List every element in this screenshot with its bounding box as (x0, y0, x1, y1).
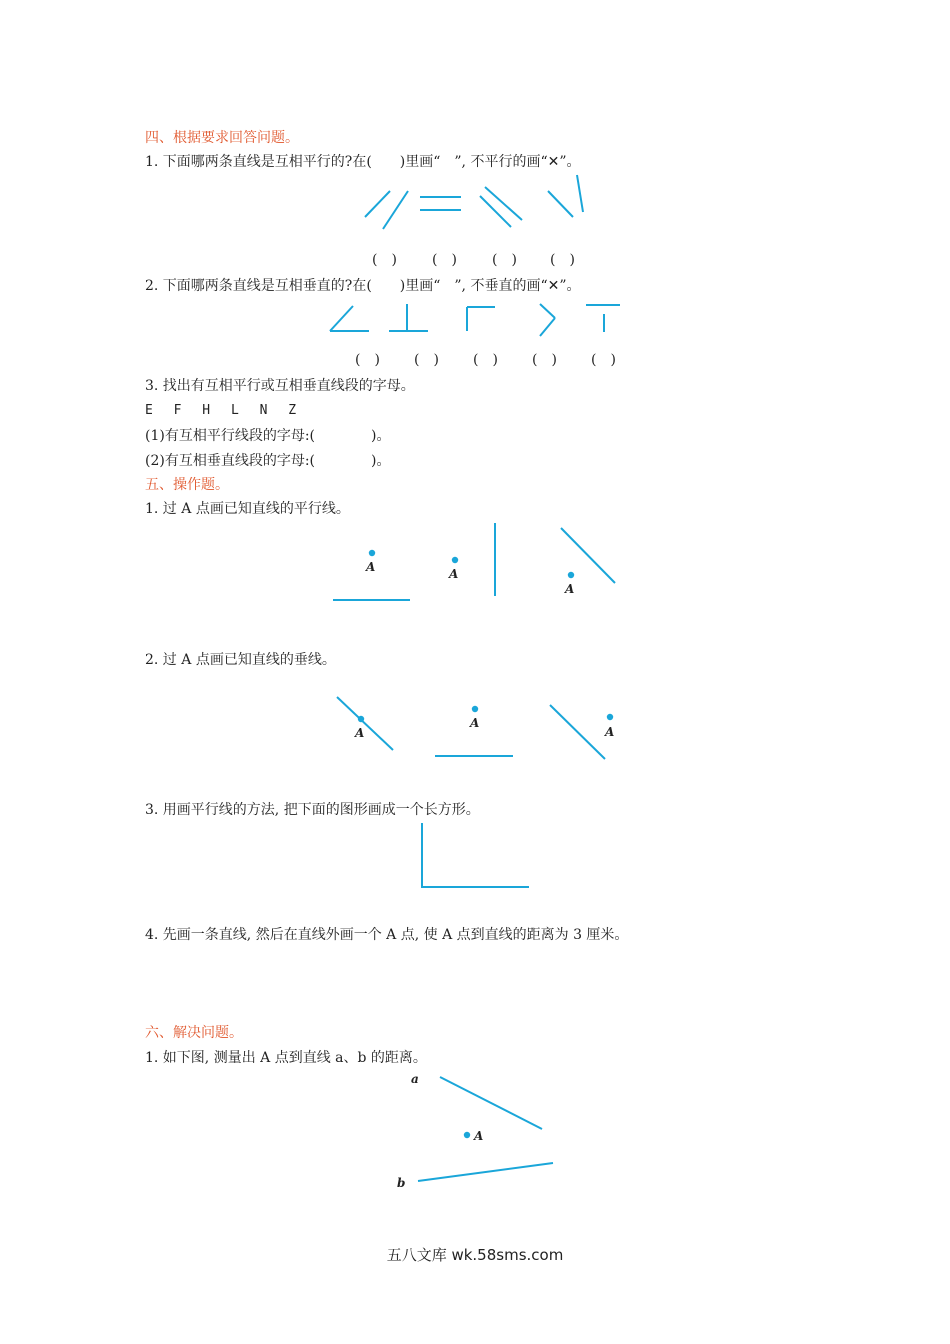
section5-q3: 3. 用画平行线的方法, 把下面的图形画成一个长方形。 (145, 802, 480, 818)
point-A (369, 550, 375, 556)
q1-blank-2[interactable]: ( ) (432, 252, 457, 268)
section4-q2: 2. 下面哪两条直线是互相垂直的?在( )里画“ ”, 不垂直的画“✕”。 (145, 278, 581, 294)
q1-figure-1 (365, 191, 408, 229)
section4-q1: 1. 下面哪两条直线是互相平行的?在( )里画“ ”, 不平行的画“✕”。 (145, 154, 581, 170)
q1-figure-3 (480, 187, 522, 227)
q2-figure-4 (540, 304, 555, 336)
l-shape (422, 823, 529, 887)
line-label-a: a (411, 1072, 419, 1086)
q1-blank-3[interactable]: ( ) (492, 252, 517, 268)
q2-blank-4[interactable]: ( ) (532, 352, 557, 368)
q2-blank-5[interactable]: ( ) (591, 352, 616, 368)
q2-figure-2 (389, 304, 428, 331)
section4-heading: 四、根据要求回答问题。 (145, 130, 299, 146)
point-label-A: A (470, 716, 480, 730)
point-label-A: A (605, 725, 615, 739)
point-label-A: A (474, 1129, 484, 1143)
section5-q2: 2. 过 A 点画已知直线的垂线。 (145, 652, 336, 668)
section5-q1: 1. 过 A 点画已知直线的平行线。 (145, 501, 350, 517)
q2-figure-3 (467, 307, 495, 331)
section5-heading: 五、操作题。 (145, 477, 229, 493)
point-A (472, 706, 478, 712)
point-label-A: A (355, 726, 365, 740)
letters-row: E F H L N Z (145, 403, 297, 418)
point-A (358, 716, 364, 722)
point-A (464, 1132, 470, 1138)
point-A (568, 572, 574, 578)
line-b (418, 1163, 553, 1181)
point-A (607, 714, 613, 720)
q2-blank-1[interactable]: ( ) (355, 352, 380, 368)
given-line (550, 705, 605, 759)
section4-q3: 3. 找出有互相平行或互相垂直线段的字母。 (145, 378, 415, 394)
q2-blank-2[interactable]: ( ) (414, 352, 439, 368)
section4-q3b: (2)有互相垂直线段的字母:( )。 (145, 453, 391, 469)
q1-blank-4[interactable]: ( ) (550, 252, 575, 268)
footer-watermark: 五八文库 wk.58sms.com (386, 1246, 564, 1264)
line-label-b: b (397, 1176, 406, 1190)
section6-q1: 1. 如下图, 测量出 A 点到直线 a、b 的距离。 (145, 1050, 427, 1066)
given-line (337, 697, 393, 750)
point-A (452, 557, 458, 563)
point-label-A: A (366, 560, 376, 574)
q2-figure-5 (586, 305, 620, 332)
point-label-A: A (565, 582, 575, 596)
q2-figure-1 (330, 306, 369, 331)
section4-q3a: (1)有互相平行线段的字母:( )。 (145, 428, 391, 444)
section5-q4: 4. 先画一条直线, 然后在直线外画一个 A 点, 使 A 点到直线的距离为 3 厘米。 (145, 927, 629, 943)
section6-heading: 六、解决问题。 (145, 1025, 243, 1041)
q2-blank-3[interactable]: ( ) (473, 352, 498, 368)
point-label-A: A (449, 567, 459, 581)
line-a (440, 1077, 542, 1129)
q1-figure-2 (420, 197, 461, 210)
q1-figure-4 (548, 175, 583, 217)
q1-blank-1[interactable]: ( ) (372, 252, 397, 268)
